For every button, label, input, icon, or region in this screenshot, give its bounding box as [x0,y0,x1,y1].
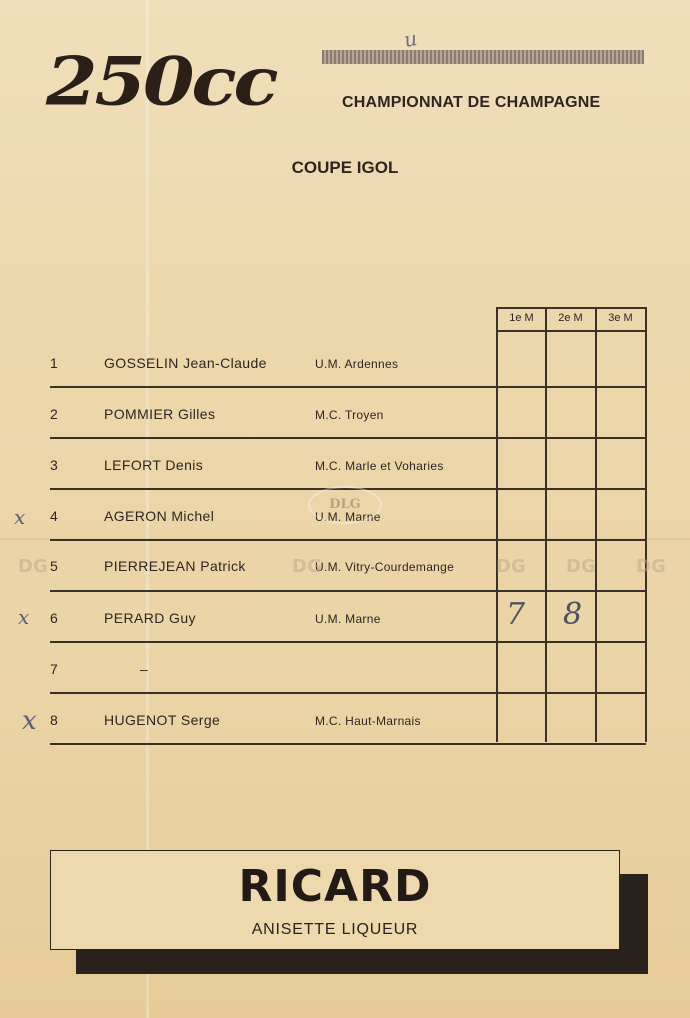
rider-row [0,591,690,642]
championship-subtitle: CHAMPIONNAT DE CHAMPAGNE [342,94,601,111]
rider-number: 1 [50,355,58,371]
rider-number: 4 [50,508,58,524]
column-header-heat-1: 1e M [509,312,534,324]
rider-row [0,438,690,489]
rider-name: PIERREJEAN Patrick [104,558,246,574]
column-header-heat-3: 3e M [608,312,633,324]
rider-name: HUGENOT Serge [104,712,221,728]
rider-number: 2 [50,406,58,422]
column-header-heat-2: 2e M [558,312,583,324]
rider-name: – [140,661,149,677]
rider-number: 8 [50,712,58,728]
rider-club: U.M. Marne [315,612,381,626]
sponsor-brand: RICARD [238,861,432,912]
margin-check-mark: x [22,706,37,736]
rider-club: U.M. Vitry-Courdemange [315,560,455,574]
rider-row [0,642,690,693]
rider-club: M.C. Marle et Voharies [315,459,444,473]
rider-row [0,336,690,387]
rider-name: AGERON Michel [104,508,215,524]
rider-name: POMMIER Gilles [104,406,216,422]
watermark-text: DG [496,556,526,577]
rider-number: 5 [50,558,58,574]
rider-club: M.C. Troyen [315,408,384,422]
event-name: COUPE IGOL [291,158,399,177]
row-divider [50,743,646,745]
rider-club: U.M. Marne [315,510,381,524]
rider-number: 7 [50,661,58,677]
rider-name: GOSSELIN Jean-Claude [104,355,267,371]
watermark-text: DG [292,556,322,577]
watermark-text: DG [636,556,666,577]
grid-header-line [496,330,646,332]
handwritten-score-heat-1: 7 [506,597,526,632]
handwritten-score-heat-2: 8 [563,597,583,632]
watermark-text: DG [18,556,48,577]
rider-row [0,387,690,438]
rider-club: M.C. Haut-Marnais [315,714,421,728]
watermark-logo: DLG [308,486,382,524]
category-title: 250cc [46,43,276,121]
margin-check-mark: x [14,505,26,529]
margin-check-mark: x [18,605,30,629]
advertisement-box [50,850,620,950]
rider-name: PERARD Guy [104,610,196,626]
rider-number: 6 [50,610,58,626]
watermark-text: DG [566,556,596,577]
rider-name: LEFORT Denis [104,457,204,473]
rider-number: 3 [50,457,58,473]
pencil-annotation: u [402,26,419,52]
sponsor-tagline: ANISETTE LIQUEUR [251,921,419,938]
rider-row [0,693,690,744]
header-decorative-bar [322,50,644,64]
rider-club: U.M. Ardennes [315,357,399,371]
